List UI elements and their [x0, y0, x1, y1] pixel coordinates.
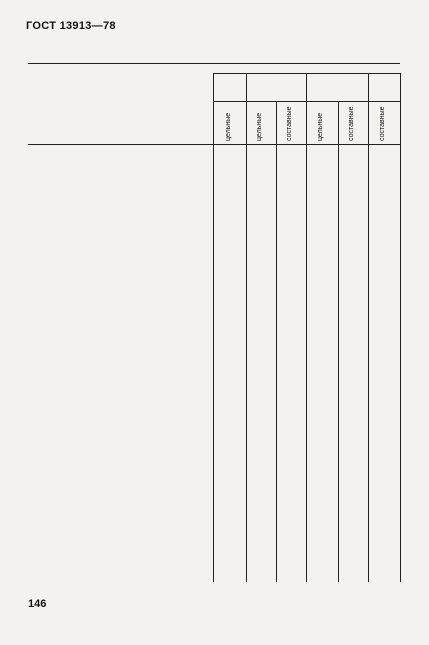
subcolumn-header: цельные: [317, 112, 324, 141]
header-bottom-rule: [28, 144, 400, 145]
page-number: 146: [28, 598, 47, 610]
subcolumn-divider: [276, 101, 277, 582]
table-top-rule: [28, 63, 400, 64]
subcolumn-header: составные: [379, 106, 386, 141]
document-code: ГОСТ 13913—78: [26, 20, 116, 32]
subcolumn-header: составные: [286, 106, 293, 141]
group-divider: [246, 73, 247, 582]
subcolumn-divider: [338, 101, 339, 582]
subcolumn-header: составные: [348, 106, 355, 141]
group-divider: [368, 73, 369, 582]
column-divider: [213, 73, 214, 582]
group-divider: [306, 73, 307, 582]
subcolumn-header: цельные: [256, 112, 263, 141]
subcolumn-header: цельные: [224, 112, 232, 141]
table-right-edge: [400, 73, 401, 582]
